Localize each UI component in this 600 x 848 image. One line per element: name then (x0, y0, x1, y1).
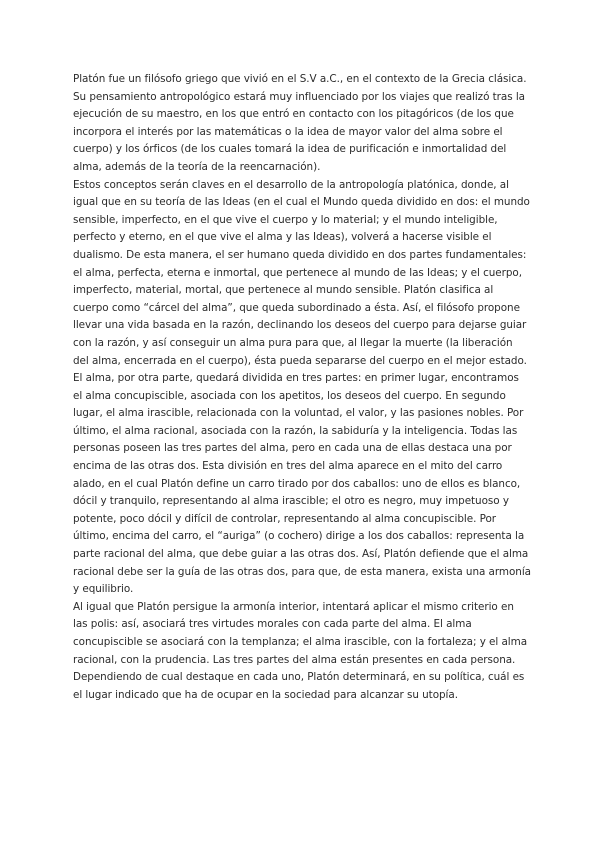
paragraph-intro: Platón fue un filósofo griego que vivió en el S.V a.C., en el contexto de la Grecia clásica. Su pensamiento antropológico estará muy influenciado por los viajes que realizó tras la ejecución de su maestro, en los que entró en contacto con los pitagóricos (de los que incorpora el interés por las matemáticas o la idea de mayor valor del alma sobre el cuerpo) y los órficos (de los cuales tomará la idea de purificación e inmortalidad del alma, además de la teoría de la reencarnación). (73, 73, 527, 173)
paragraph-polis: Al igual que Platón persigue la armonía interior, intentará aplicar el mismo criterio en las polis: así, asociará tres virtudes morales con cada parte del alma. El alma concupiscible se asociará con la templanza; el alma irascible, con la fortaleza; y el alma racional, con la prudencia. Las tres partes del alma están presentes en cada persona. Dependiendo de cual destaque en cada uno, Platón determinará, en su política, cuál es el lugar indicado que ha de ocupar en la sociedad para alcanzar su utopía. (73, 600, 528, 701)
paragraph-soul-parts: El alma, por otra parte, quedará dividida en tres partes: en primer lugar, encontramos el alma concupiscible, asociada con los apetitos, los deseos del cuerpo. En segundo lugar, el alma irascible, relacionada con la voluntad, el valor, y las pasiones nobles. Por último, el alma racional, asociada con la razón, la sabiduría y la inteligencia. Todas las personas poseen las tres partes del alma, pero en cada una de ellas destaca una por encima de las otras dos. Esta división en tres del alma aparece en el mito del carro alado, en el cual Platón define un carro tirado por dos caballos: uno de ellos es blanco, dócil y tranquilo, representando al alma irascible; el otro es negro, muy impetuoso y potente, poco dócil y difícil de controlar, representando al alma concupiscible. Por último, encima del carro, el “auriga” (o cochero) dirige a los dos caballos: representa la parte racional del alma, que debe guiar a las otras dos. Así, Platón defiende que el alma racional debe ser la guía de las otras dos, para que, de esta manera, exista una armonía y equilibrio. (73, 372, 531, 596)
document-body (73, 71, 531, 704)
paragraph-dualism: Estos conceptos serán claves en el desarrollo de la antropología platónica, donde, al igual que en su teoría de las Ideas (en el cual el Mundo queda dividido en dos: el mundo sensible, imperfecto, en el que vive el cuerpo y lo material; y el mundo inteligible, perfecto y eterno, en el que vive el alma y las Ideas), volverá a hacerse visible el dualismo. De esta manera, el ser humano queda dividido en dos partes fundamentales: el alma, perfecta, eterna e inmortal, que pertenece al mundo de las Ideas; y el cuerpo, imperfecto, material, mortal, que pertenece al mundo sensible. Platón clasifica al cuerpo como “cárcel del alma”, que queda subordinado a ésta. Así, el filósofo propone llevar una vida basada en la razón, declinando los deseos del cuerpo para dejarse guiar con la razón, y así conseguir un alma pura para que, al llegar la muerte (la liberación del alma, encerrada en el cuerpo), ésta pueda separarse del cuerpo en el mejor estado. (73, 178, 530, 367)
